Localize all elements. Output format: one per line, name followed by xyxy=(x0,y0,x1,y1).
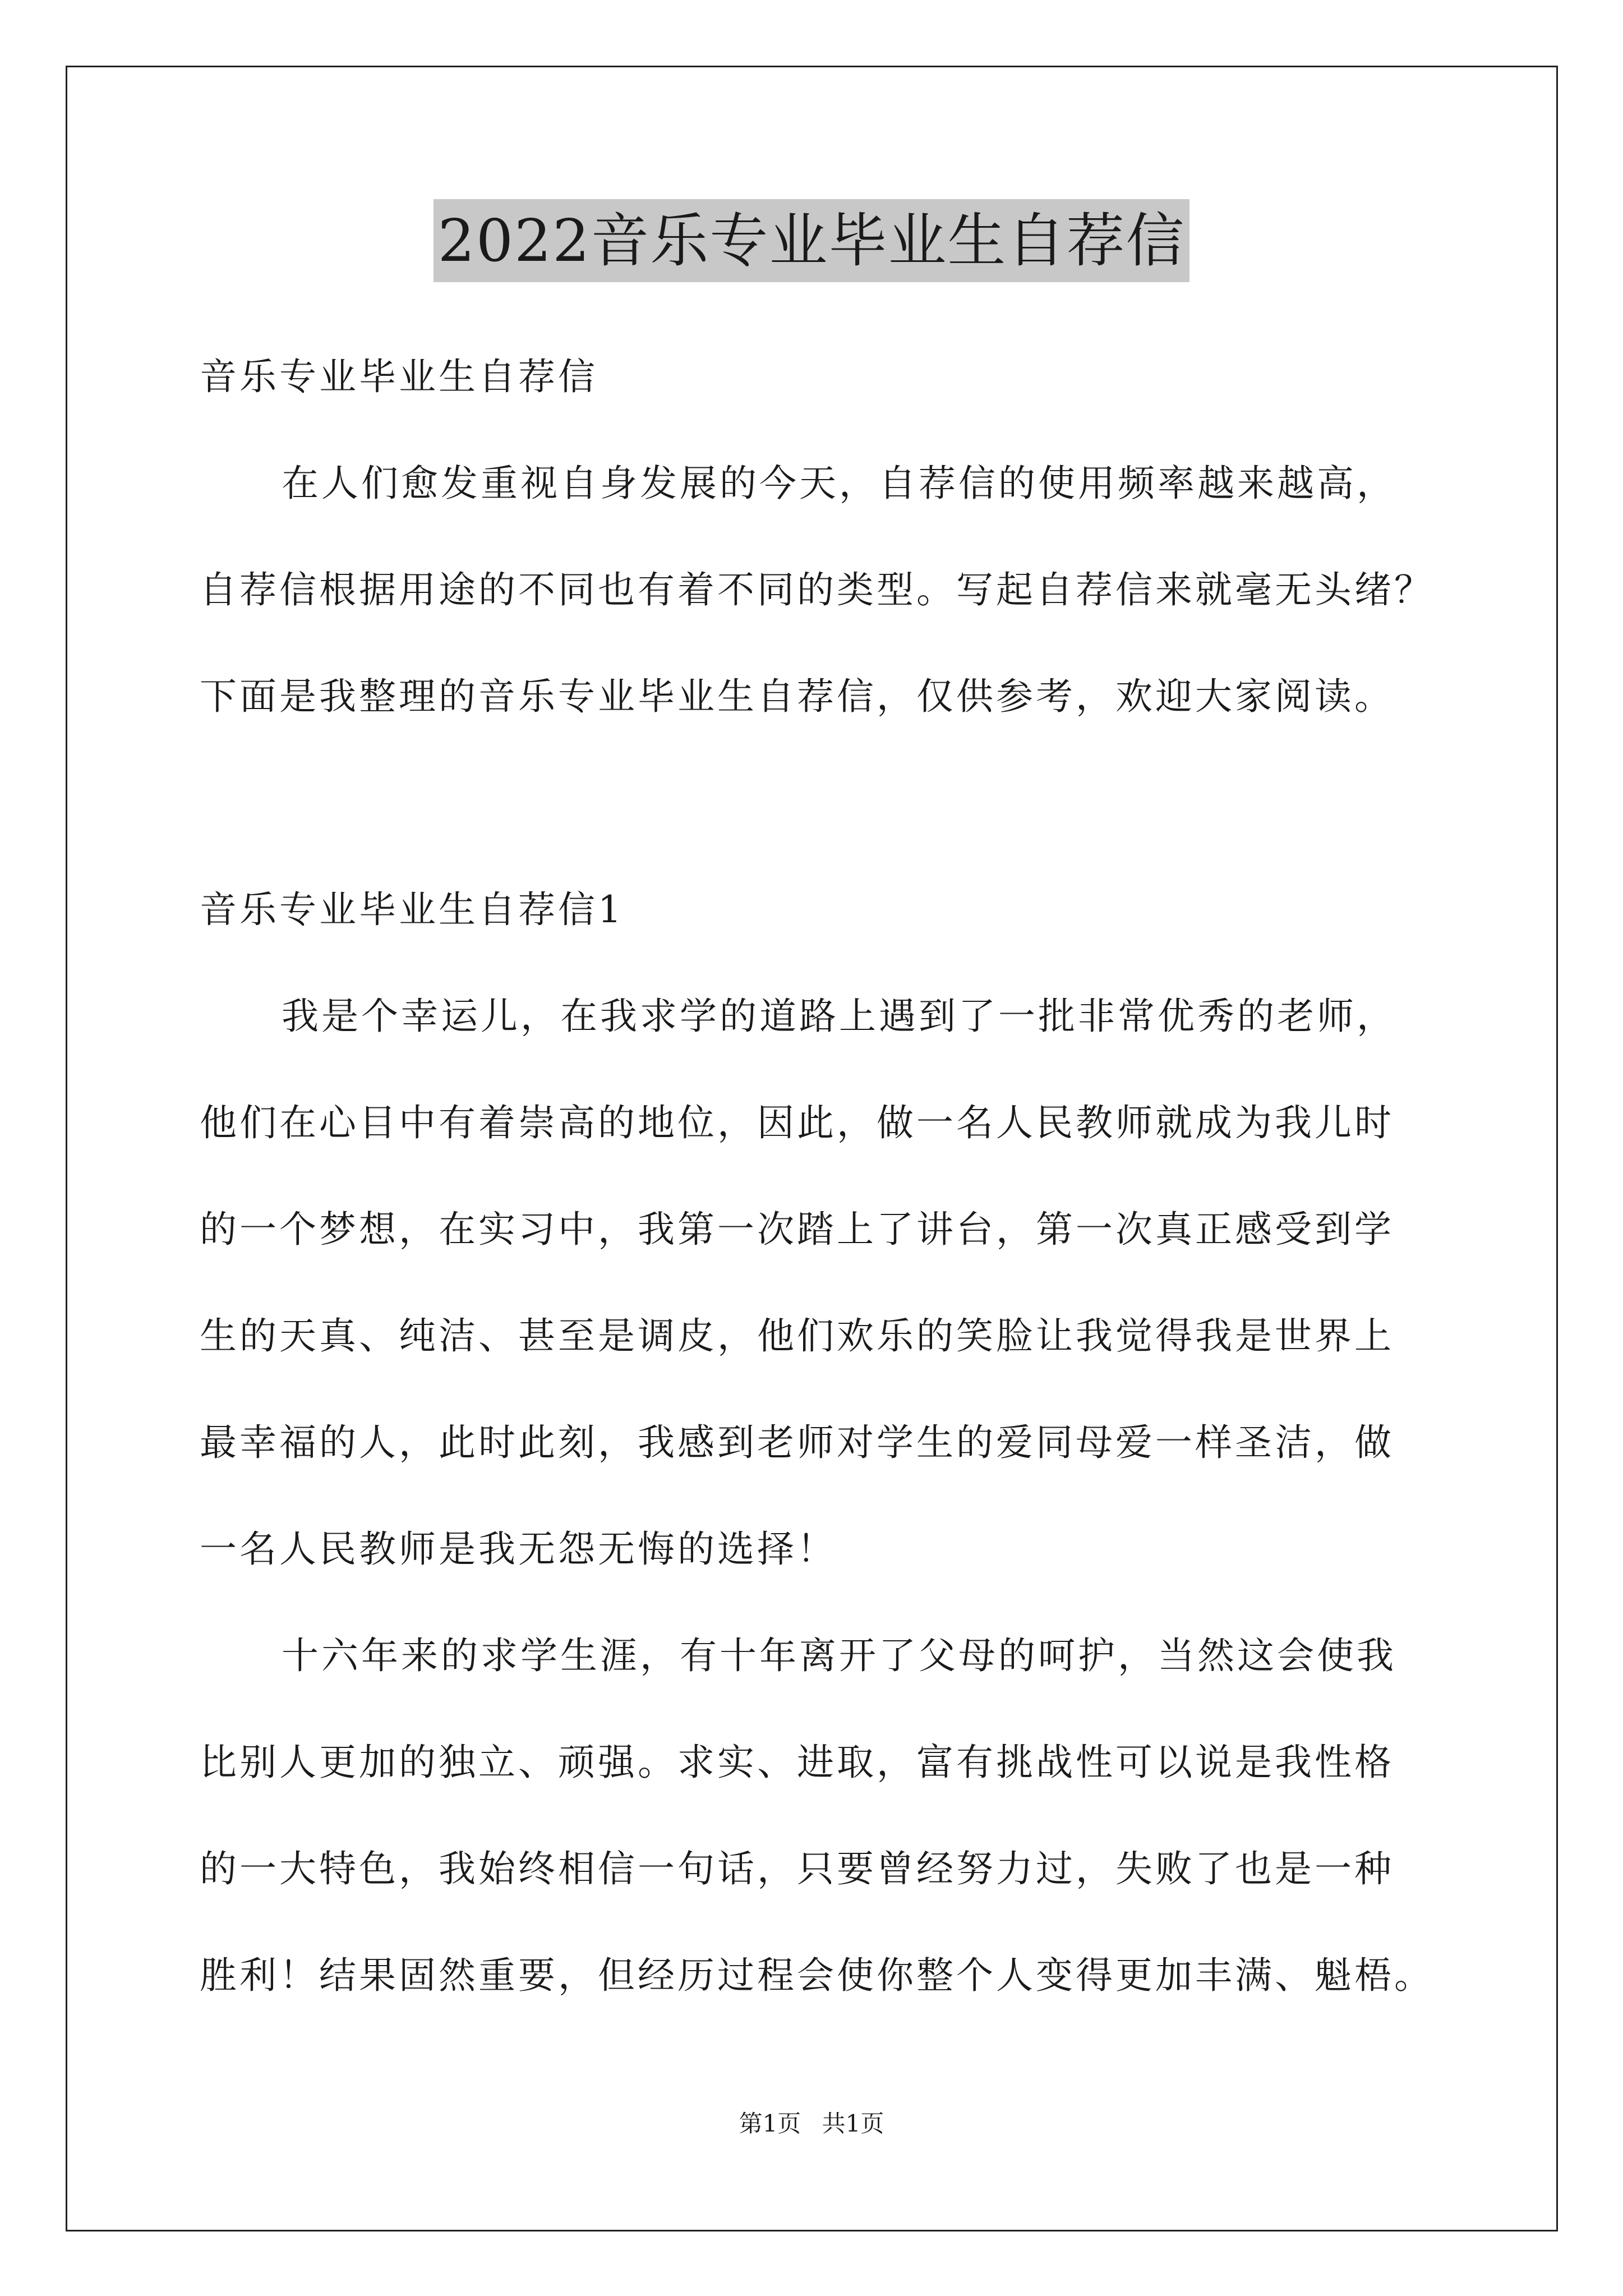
section-heading-intro: 音乐专业毕业生自荐信 xyxy=(200,355,598,398)
title-container xyxy=(0,199,1623,282)
paragraph-line: 在人们愈发重视自身发展的今天，自荐信的使用频率越来越高， xyxy=(282,462,1396,505)
paragraph-line: 自荐信根据用途的不同也有着不同的类型。写起自荐信来就毫无头绪？ xyxy=(200,568,1434,611)
paragraph-line: 最幸福的人，此时此刻，我感到老师对学生的爱同母爱一样圣洁，做 xyxy=(200,1421,1394,1464)
paragraph-line: 生的天真、纯洁、甚至是调皮，他们欢乐的笑脸让我觉得我是世界上 xyxy=(200,1314,1394,1358)
page-number-current: 第1页 xyxy=(739,2110,801,2137)
paragraph-line: 的一大特色，我始终相信一句话，只要曾经努力过，失败了也是一种 xyxy=(200,1847,1394,1890)
paragraph-line: 他们在心目中有着崇高的地位，因此，做一名人民教师就成为我儿时 xyxy=(200,1101,1394,1144)
document-title: 2022音乐专业毕业生自荐信 xyxy=(434,199,1190,282)
paragraph-line: 胜利！结果固然重要，但经历过程会使你整个人变得更加丰满、魁梧。 xyxy=(200,1954,1434,1997)
paragraph-line: 的一个梦想，在实习中，我第一次踏上了讲台，第一次真正感受到学 xyxy=(200,1208,1394,1251)
paragraph-line: 一名人民教师是我无怨无悔的选择！ xyxy=(200,1527,837,1571)
paragraph-line: 比别人更加的独立、顽强。求实、进取，富有挑战性可以说是我性格 xyxy=(200,1741,1394,1784)
page-footer xyxy=(0,2108,1623,2139)
section-heading-letter-1: 音乐专业毕业生自荐信1 xyxy=(200,888,624,931)
page-number-total: 共1页 xyxy=(822,2110,884,2137)
paragraph-line: 十六年来的求学生涯，有十年离开了父母的呵护，当然这会使我 xyxy=(282,1634,1396,1677)
paragraph-line: 我是个幸运儿，在我求学的道路上遇到了一批非常优秀的老师， xyxy=(282,995,1396,1038)
paragraph-line: 下面是我整理的音乐专业毕业生自荐信，仅供参考，欢迎大家阅读。 xyxy=(200,675,1394,718)
